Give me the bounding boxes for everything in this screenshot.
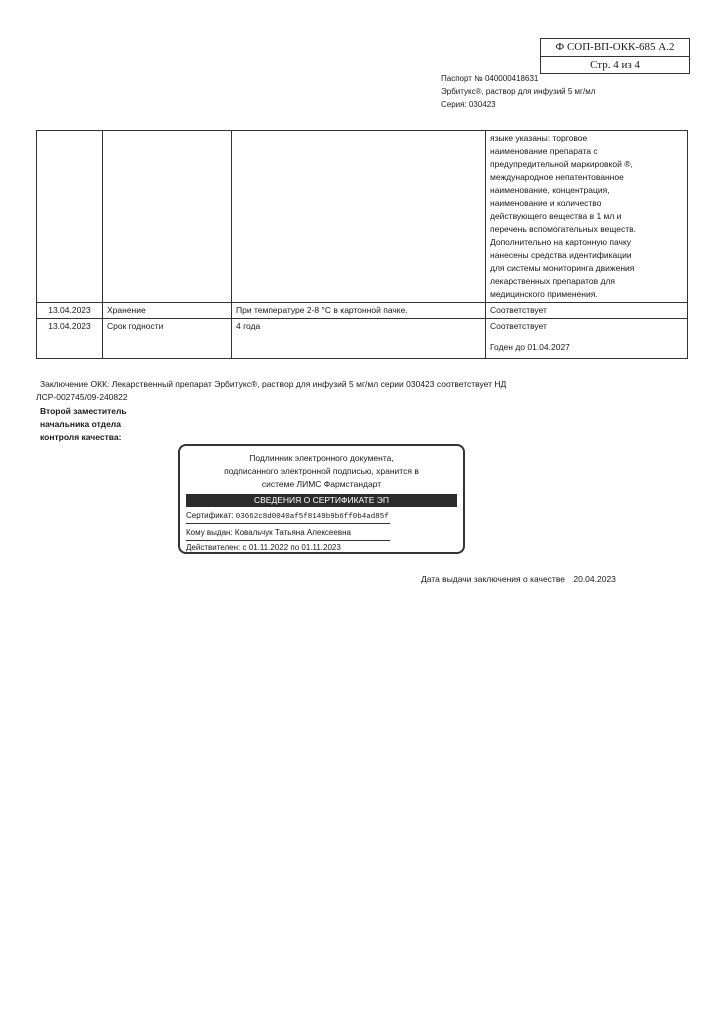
certificate-row [186, 508, 390, 524]
date-cell: 13.04.2023 [37, 303, 103, 319]
result-cell: Соответствует [486, 303, 688, 319]
form-code-box [540, 38, 690, 74]
result-cell [486, 131, 688, 303]
indicator-cell: Срок годности [103, 319, 232, 359]
signer-line: Второй заместитель [40, 406, 127, 416]
result-line: действующего вещества в 1 мл и [490, 211, 622, 221]
stamp-note [180, 452, 463, 491]
result-line: перечень вспомогательных веществ. [490, 224, 637, 234]
table-row [37, 319, 688, 359]
table-row [37, 303, 688, 319]
passport-number: Паспорт № 040000418631 [441, 74, 539, 83]
series-number: Серия: 030423 [441, 100, 496, 109]
requirement-cell: При температуре 2-8 °С в картонной пачке. [232, 303, 486, 319]
result-line: предупредительной маркировкой ®, [490, 159, 633, 169]
result-text [490, 132, 683, 301]
issue-date-label: Дата выдачи заключения о качестве [421, 574, 565, 584]
result-line: для системы мониторинга движения [490, 263, 635, 273]
validity-row [186, 542, 390, 554]
requirement-cell [232, 131, 486, 303]
date-cell: 13.04.2023 [37, 319, 103, 359]
issued-to-row [186, 525, 390, 541]
issued-to-value: Ковальчук Татьяна Алексеевна [234, 528, 351, 537]
product-name: Эрбитукс®, раствор для инфузий 5 мг/мл [441, 87, 596, 96]
issued-to-label: Кому выдан: [186, 528, 233, 537]
valid-until: Годен до 01.04.2027 [490, 342, 570, 352]
signer-title [40, 405, 127, 444]
conclusion-line: Заключение ОКК: Лекарственный препарат Эрбитукс®, раствор для инфузий 5 мг/мл серии 030423 соответствует НД [40, 379, 507, 389]
result-line: наименование, концентрация, [490, 185, 610, 195]
result-line: Дополнительно на картонную пачку [490, 237, 632, 247]
stamp-note-line: системе ЛИМС Фармстандарт [261, 479, 382, 489]
issue-date-value: 20.04.2023 [573, 574, 616, 584]
certificate-label: Сертификат: [186, 511, 234, 520]
requirement-cell: 4 года [232, 319, 486, 359]
validity-value: с 01.11.2022 по 01.11.2023 [242, 543, 341, 552]
result-line: наименование и количество [490, 198, 602, 208]
indicator-cell: Хранение [103, 303, 232, 319]
table-row [37, 131, 688, 303]
conclusion [36, 378, 507, 404]
certificate-value: 03662c8d0040af5f8149b9b6ff0b4ad85f [235, 513, 389, 521]
result-text: Соответствует [490, 321, 547, 331]
result-line: медицинского применения. [490, 289, 598, 299]
stamp-note-line: Подлинник электронного документа, [249, 453, 394, 463]
result-line: международное непатентованное [490, 172, 624, 182]
date-cell [37, 131, 103, 303]
form-code: Ф СОП-ВП-ОКК-685 А.2 [541, 39, 689, 57]
result-line: наименование препарата с [490, 146, 598, 156]
indicator-cell [103, 131, 232, 303]
signer-line: контроля качества: [40, 432, 122, 442]
conclusion-nd: ЛСР-002745/09-240822 [36, 392, 128, 402]
validity-label: Действителен: [186, 543, 241, 552]
issue-date [421, 573, 616, 585]
result-cell [486, 319, 688, 359]
e-signature-stamp [178, 444, 465, 554]
page-number: Стр. 4 из 4 [590, 59, 640, 71]
signer-line: начальника отдела [40, 419, 121, 429]
stamp-note-line: подписанного электронной подписью, хранится в [224, 466, 419, 476]
quality-table [36, 130, 688, 359]
certificate-header: СВЕДЕНИЯ О СЕРТИФИКАТЕ ЭП [186, 494, 457, 507]
result-line: нанесены средства идентификации [490, 250, 632, 260]
result-line: языке указаны: торговое [490, 133, 588, 143]
result-line: лекарственных препаратов для [490, 276, 616, 286]
